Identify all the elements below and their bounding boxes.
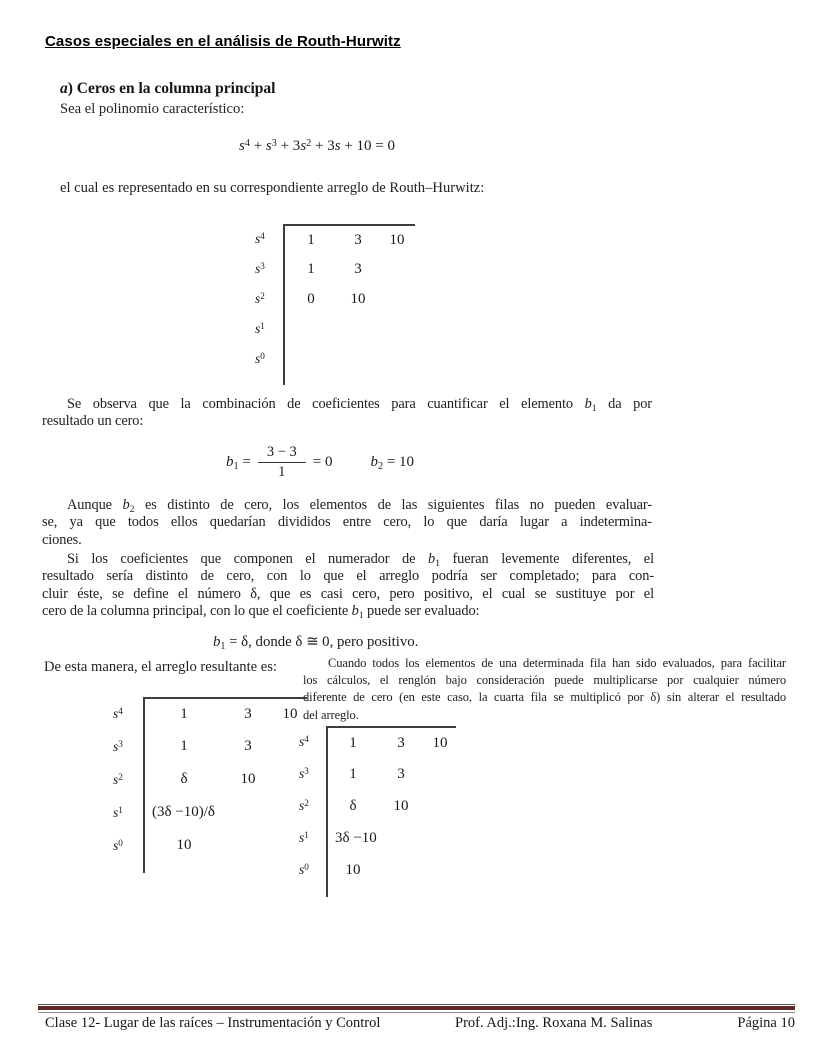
routh-row-label: $s^1$	[255, 321, 265, 336]
routh-row	[299, 758, 456, 790]
routh-row	[255, 254, 415, 284]
routh-table-multiplied	[299, 726, 456, 897]
b1-equation	[226, 444, 414, 481]
routh-cell: δ	[180, 771, 188, 787]
routh-row-label: $s^2$	[113, 771, 123, 787]
text-line: Cuando todos los elementos de una determinada fila han sido evaluados, para facilitar	[328, 656, 786, 670]
characteristic-polynomial-equation: $s^4 + s^3 + 3s^2 + 3s + 10 = 0$	[239, 138, 395, 154]
footer-rule	[38, 1004, 795, 1013]
routh-cell: 10	[432, 734, 448, 751]
routh-row-label: $s^1$	[299, 830, 309, 845]
intro-text: Sea el polinomio característico:	[60, 101, 245, 117]
routh-row-label: $s^4$	[299, 734, 309, 749]
routh-cell: 10	[350, 290, 366, 307]
paragraph-aunque	[42, 497, 652, 549]
routh-cell: δ	[349, 797, 357, 814]
text-line: ciones.	[42, 531, 82, 548]
routh-cell: 3	[244, 706, 252, 722]
text-line: cluir éste, se define el número δ, que es casi cero, pero positivo, el cual se sustituye por el	[42, 585, 654, 602]
routh-cell: 3	[397, 734, 405, 751]
footer-professor-text: Prof. Adj.:Ing. Roxana M. Salinas	[455, 1015, 653, 1031]
fraction-denominator: 1	[278, 464, 286, 480]
section-heading: a) Ceros en la columna principal	[60, 80, 276, 97]
routh-cell: 3	[397, 765, 405, 782]
delta-definition-equation: $b_1 = \delta$, donde δ ≅ 0, pero positivo.	[213, 634, 419, 652]
routh-row	[113, 796, 307, 829]
page-title: Casos especiales en el análisis de Routh-Hurwitz	[45, 33, 401, 50]
routh-cell: 3	[354, 231, 362, 248]
routh-row-cells	[143, 763, 273, 796]
routh-row-cells	[143, 829, 223, 862]
routh-row-label: $s^4$	[255, 231, 265, 246]
routh-row-label: $s^0$	[113, 837, 123, 853]
routh-row	[255, 284, 415, 314]
footer-rule-thin-bottom	[38, 1012, 795, 1013]
routh-row-cells	[143, 796, 215, 829]
footer-rule-thin-top	[38, 1004, 795, 1005]
routh-row	[255, 314, 415, 344]
routh-row-cells	[283, 284, 379, 314]
text-line: se, ya que todos ellos quedarían divididos entre cero, lo que daría lugar a indetermina-	[42, 514, 652, 531]
routh-cell: 3	[354, 260, 362, 277]
paragraph-se-observa	[42, 396, 652, 431]
routh-cell: 1	[349, 734, 357, 751]
routh-cell: 0	[307, 290, 315, 307]
routh-row	[255, 344, 415, 374]
routh-row-label: $s^3$	[113, 738, 123, 754]
fraction	[258, 444, 306, 481]
text-line: cero de la columna principal, con lo que el coeficiente $b_1$ puede ser evaluado:	[42, 602, 480, 621]
paragraph-si-los-coeficientes	[42, 551, 654, 620]
text-line: resultado sería distinto de cero, con lo que el arreglo podría ser completado; para con-	[42, 568, 654, 585]
b1-lhs: $b_1$ =	[226, 454, 251, 472]
routh-row-cells	[326, 790, 424, 822]
routh-row	[299, 790, 456, 822]
routh-row-label: $s^3$	[299, 766, 309, 781]
routh-row-label: $s^4$	[113, 705, 123, 721]
routh-row-label: $s^3$	[255, 261, 265, 276]
routh-cell: 1	[180, 738, 188, 754]
page-footer	[42, 1015, 795, 1035]
routh-cell: 3	[244, 738, 252, 754]
routh-table-tail-line	[326, 886, 456, 897]
routh-row-cells	[326, 854, 378, 886]
routh-row	[299, 854, 456, 886]
routh-cell: 10	[389, 231, 405, 248]
text-line: resultado un cero:	[42, 413, 144, 430]
routh-row-label: $s^1$	[113, 804, 123, 820]
routh-cell: (3δ −10)/δ	[152, 804, 216, 820]
after-polynomial-text: el cual es representado en su correspondiente arreglo de Routh–Hurwitz:	[60, 180, 485, 196]
routh-table-tail-line	[143, 862, 307, 873]
routh-row-label: $s^2$	[255, 291, 265, 306]
routh-cell: 10	[240, 771, 256, 787]
b2-equation: $b_2 = 10$	[370, 454, 415, 472]
routh-cell: 10	[393, 797, 409, 814]
routh-row	[255, 224, 415, 254]
routh-row-cells	[143, 697, 307, 730]
routh-row	[113, 730, 307, 763]
routh-row-cells	[283, 314, 285, 344]
routh-row-cells	[143, 730, 273, 763]
routh-row-cells	[283, 254, 379, 284]
routh-row-cells	[283, 224, 415, 254]
text-line: Si los coeficientes que componen el numerador de $b_1$ fueran levemente diferentes, el	[67, 551, 654, 569]
routh-row-cells	[326, 726, 456, 758]
de-esta-manera-text: De esta manera, el arreglo resultante es:	[44, 659, 277, 675]
routh-row	[113, 763, 307, 796]
fraction-numerator: 3 − 3	[258, 444, 306, 463]
text-line: Se observa que la combinación de coeficientes para cuantificar el elemento $b_1$ da por	[67, 396, 652, 414]
footer-page-number: Página 10	[737, 1015, 795, 1031]
routh-row-cells	[326, 822, 377, 854]
text-line: diferente de cero (en este caso, la cuarta fila se multiplicó por δ) sin alterar el resultado	[303, 690, 786, 705]
routh-cell: 10	[176, 837, 192, 853]
footer-course-text: Clase 12- Lugar de las raíces – Instrumentación y Control	[45, 1015, 381, 1031]
routh-row-cells	[326, 758, 424, 790]
text-line: del arreglo.	[303, 707, 359, 722]
routh-row-label: $s^0$	[299, 862, 309, 877]
routh-cell: 10	[345, 861, 361, 878]
routh-table-initial	[255, 224, 415, 385]
routh-row	[113, 829, 307, 862]
routh-cell: 1	[307, 231, 315, 248]
text-line: Aunque $b_2$ es distinto de cero, los elementos de las siguientes filas no pueden evaluar-	[67, 497, 652, 515]
routh-row	[299, 822, 456, 854]
routh-cell: 1	[307, 260, 315, 277]
footer-rule-thick-band	[38, 1006, 795, 1010]
routh-row-cells	[283, 344, 285, 374]
routh-cell: 3δ −10	[335, 829, 377, 846]
routh-table-with-delta	[113, 697, 307, 873]
routh-cell: 1	[349, 765, 357, 782]
paragraph-cuando-todos	[303, 655, 786, 724]
routh-row-label: $s^2$	[299, 798, 309, 813]
routh-cell: 1	[180, 706, 188, 722]
routh-row-label: $s^0$	[255, 351, 265, 366]
b1-rhs: = 0	[312, 454, 333, 470]
routh-row	[299, 726, 456, 758]
text-line: los cálculos, el renglón bajo consideración puede multiplicarse por cualquier número	[303, 673, 786, 688]
routh-table-tail-line	[283, 374, 415, 385]
routh-row	[113, 697, 307, 730]
routh-cell: 10	[282, 706, 298, 722]
